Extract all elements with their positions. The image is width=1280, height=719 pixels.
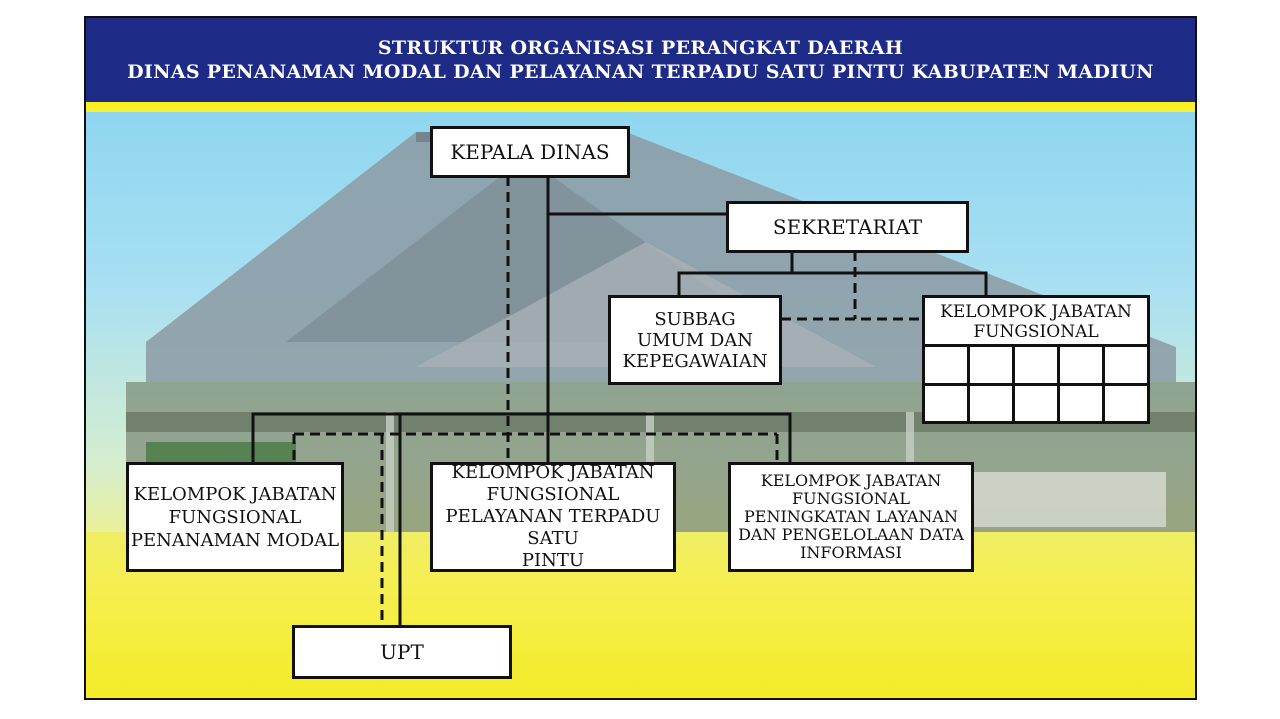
kjf-informasi-box bbox=[728, 462, 974, 572]
subbag-umum-box bbox=[608, 295, 782, 385]
grid-cell bbox=[1015, 347, 1057, 383]
kjf-info-line-5: INFORMASI bbox=[800, 543, 902, 562]
upt-label: UPT bbox=[380, 640, 424, 664]
kjf-sekretariat-line-2: FUNGSIONAL bbox=[973, 321, 1099, 342]
sekretariat-label: SEKRETARIAT bbox=[772, 215, 923, 239]
upt-box bbox=[292, 625, 512, 679]
subbag-line-2: UMUM DAN bbox=[636, 329, 754, 351]
grid-cell bbox=[1105, 386, 1147, 422]
sekretariat-box bbox=[726, 201, 969, 253]
kjf-info-line-2: FUNGSIONAL bbox=[792, 489, 910, 508]
grid-cell bbox=[1105, 347, 1147, 383]
kjf-penanaman-modal-box bbox=[126, 462, 344, 572]
kepala-dinas-label: KEPALA DINAS bbox=[450, 140, 610, 164]
kjf-info-line-1: KELOMPOK JABATAN bbox=[760, 471, 942, 490]
kepala-dinas-box bbox=[430, 126, 630, 178]
kjf-pm-line-1: KELOMPOK JABATAN bbox=[133, 483, 337, 505]
kjf-sekretariat-box bbox=[922, 295, 1150, 345]
kjf-sekretariat-line-1: KELOMPOK JABATAN bbox=[940, 301, 1132, 322]
title-line-2: DINAS PENANAMAN MODAL DAN PELAYANAN TERPADU SATU PINTU KABUPATEN MADIUN bbox=[127, 61, 1154, 83]
kjf-pm-line-2: FUNGSIONAL bbox=[168, 506, 302, 528]
kjf-ptsp-line-2: FUNGSIONAL bbox=[486, 484, 620, 505]
grid-cell bbox=[1060, 347, 1102, 383]
subbag-line-1: SUBBAG bbox=[654, 308, 736, 330]
subbag-line-3: KEPEGAWAIAN bbox=[622, 350, 768, 372]
kjf-pm-line-3: PENANAMAN MODAL bbox=[130, 529, 340, 551]
kjf-ptsp-line-1: KELOMPOK JABATAN bbox=[451, 462, 655, 483]
grid-cell bbox=[925, 386, 967, 422]
title-line-1: STRUKTUR ORGANISASI PERANGKAT DAERAH bbox=[377, 37, 904, 59]
grid-cell bbox=[970, 386, 1012, 422]
grid-cell bbox=[970, 347, 1012, 383]
kjf-ptsp-box bbox=[430, 462, 676, 572]
grid-cell bbox=[1060, 386, 1102, 422]
grid-cell bbox=[925, 347, 967, 383]
kjf-sekretariat-grid bbox=[922, 344, 1150, 424]
grid-cell bbox=[1015, 386, 1057, 422]
kjf-ptsp-line-3: PELAYANAN TERPADU SATU bbox=[445, 506, 661, 549]
kjf-info-line-4: DAN PENGELOLAAN DATA bbox=[738, 525, 964, 544]
kjf-ptsp-line-4: PINTU bbox=[521, 550, 585, 571]
org-chart-frame bbox=[84, 16, 1197, 700]
kjf-info-line-3: PENINGKATAN LAYANAN bbox=[744, 507, 958, 526]
